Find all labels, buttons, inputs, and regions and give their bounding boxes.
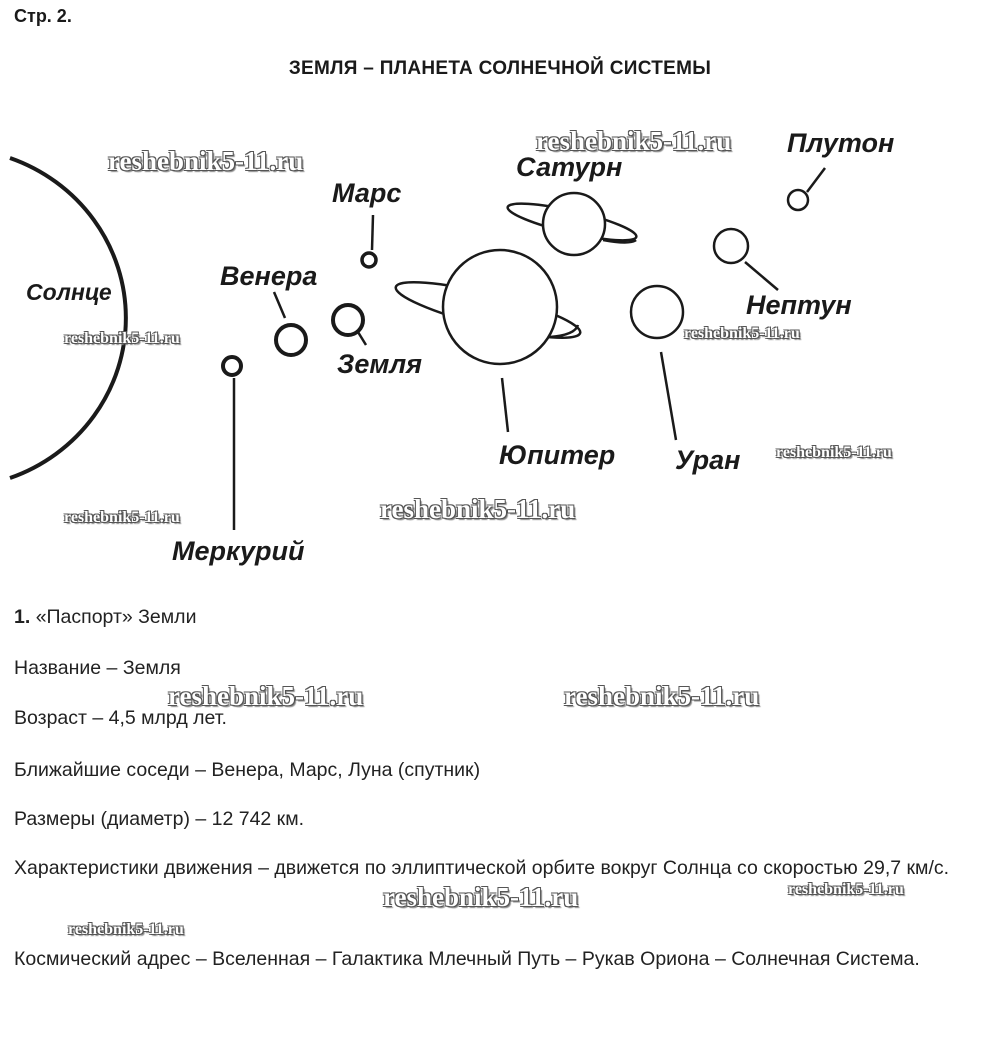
page-number: Стр. 2. <box>14 6 72 26</box>
neptune-pointer <box>745 262 778 290</box>
jupiter-pointer <box>502 378 508 432</box>
earth-pointer <box>358 332 366 345</box>
watermark: reshebnik5-11.ru <box>68 921 184 938</box>
mars-shape <box>362 253 376 267</box>
neptune-shape <box>714 229 748 263</box>
task-title: «Паспорт» Земли <box>35 606 197 628</box>
page-title: ЗЕМЛЯ – ПЛАНЕТА СОЛНЕЧНОЙ СИСТЕМЫ <box>288 58 712 79</box>
passport-line: Характеристики движения – движется по эллиптической орбите вокруг Солнца со скоростью 29,7 км/с. <box>14 857 950 879</box>
uranus-shape <box>631 286 683 338</box>
watermark: reshebnik5-11.ru <box>380 494 576 524</box>
task-heading <box>14 606 196 629</box>
mars-pointer <box>372 215 373 250</box>
watermark: reshebnik5-11.ru <box>64 509 180 526</box>
passport-line: Название – Земля <box>14 657 181 679</box>
saturn-shape <box>543 193 605 255</box>
venus-pointer <box>274 292 285 318</box>
task-number: 1. <box>14 606 31 628</box>
watermark: reshebnik5-11.ru <box>108 146 304 176</box>
watermark: reshebnik5-11.ru <box>788 881 904 898</box>
passport-line: Возраст – 4,5 млрд лет. <box>14 707 227 729</box>
earth-label: Земля <box>337 349 423 379</box>
sun-shape <box>10 158 126 478</box>
watermark: reshebnik5-11.ru <box>383 882 579 912</box>
mercury-label: Меркурий <box>172 536 305 566</box>
watermark: reshebnik5-11.ru <box>536 126 732 156</box>
jupiter-label: Юпитер <box>499 440 616 470</box>
passport-line: Ближайшие соседи – Венера, Марс, Луна (спутник) <box>14 759 481 781</box>
venus-label: Венера <box>220 261 318 291</box>
watermark: reshebnik5-11.ru <box>564 681 760 711</box>
earth-shape <box>333 305 363 335</box>
pluto-pointer <box>807 168 825 192</box>
neptune-label: Нептун <box>746 290 852 320</box>
jupiter-shape <box>443 250 557 364</box>
saturn-label: Сатурн <box>516 152 623 182</box>
watermark: reshebnik5-11.ru <box>168 681 364 711</box>
passport-line: Космический адрес – Вселенная – Галактика Млечный Путь – Рукав Ориона – Солнечная Система. <box>14 948 920 970</box>
watermark: reshebnik5-11.ru <box>64 330 180 347</box>
mercury-shape <box>223 357 241 375</box>
watermark: reshebnik5-11.ru <box>684 325 800 342</box>
uranus-pointer <box>661 352 676 440</box>
venus-shape <box>276 325 306 355</box>
sun-label: Солнце <box>26 279 112 305</box>
pluto-label: Плутон <box>787 128 895 158</box>
watermark: reshebnik5-11.ru <box>776 444 892 461</box>
pluto-shape <box>788 190 808 210</box>
passport-line: Размеры (диаметр) – 12 742 км. <box>14 808 305 830</box>
mars-label: Марс <box>332 178 402 208</box>
uranus-label: Уран <box>675 445 741 475</box>
